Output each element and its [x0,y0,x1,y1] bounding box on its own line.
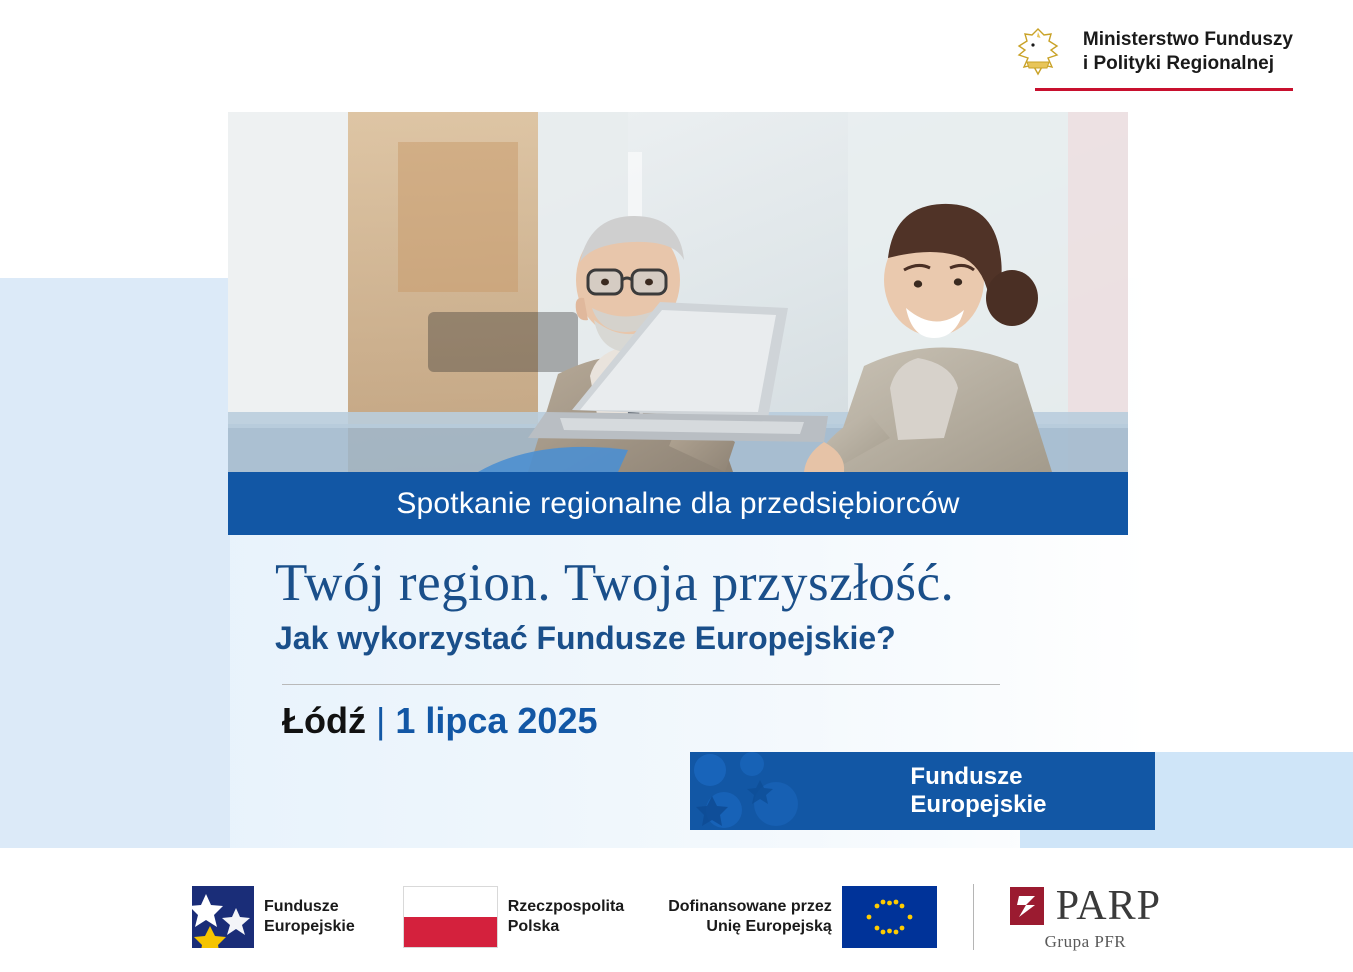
hero-photo-illustration [228,112,1128,472]
logo-rp-line2: Polska [507,918,560,935]
logo-unia-europejska [668,886,937,948]
footer-logo-strip [0,862,1353,972]
logo-ue-line1: Dofinansowane przez [668,898,832,915]
parp-wordmark: PARP [1055,883,1161,929]
caption-bar-text: Spotkanie regionalne dla przedsiębiorców [396,486,960,520]
fundusze-europejskie-flag-icon [192,886,254,948]
poland-flag-icon [403,886,498,948]
parp-subtitle: Grupa PFR [1044,932,1127,951]
fundusze-europejskie-label: Fundusze Europejskie [910,763,1047,818]
ministry-name [1083,22,1293,76]
footer-divider [973,884,974,950]
event-date: 1 lipca 2025 [395,700,598,741]
fundusze-europejskie-band [690,752,1155,830]
stars-pattern-icon [690,752,800,830]
ministry-name-line1: Ministerstwo Funduszy [1082,29,1293,50]
parp-logo-icon [1010,887,1044,925]
polish-eagle-icon [1007,22,1069,84]
logo-rzeczpospolita-polska [403,886,624,948]
logo-rp-text [508,897,624,937]
event-separator: | [375,700,386,741]
event-place-date [282,700,598,742]
ministry-red-rule [1035,88,1293,91]
logo-parp [1010,882,1161,952]
logo-ue-text [668,897,832,937]
logo-fe-line2: Europejskie [264,918,355,935]
headline-sub: Jak wykorzystać Fundusze Europejskie? [275,620,896,656]
hero-photo [228,112,1128,472]
headline-main: Twój region. Twoja przyszłość. [275,554,955,612]
logo-rp-line1: Rzeczpospolita [507,898,625,915]
caption-bar [228,472,1128,535]
european-union-flag-icon [842,886,937,948]
headline-divider [282,684,1000,685]
headline-block [275,552,1125,657]
logo-fe-line1: Fundusze [264,898,339,915]
logo-fundusze-europejskie-text [264,897,355,937]
logo-fundusze-europejskie [192,886,355,948]
event-city: Łódź [282,700,366,741]
background-panel-left [0,278,230,848]
logo-ue-line2: Unię Europejską [706,918,832,935]
ministry-logo [1007,22,1293,84]
ministry-name-line2: i Polityki Regionalnej [1082,53,1275,74]
